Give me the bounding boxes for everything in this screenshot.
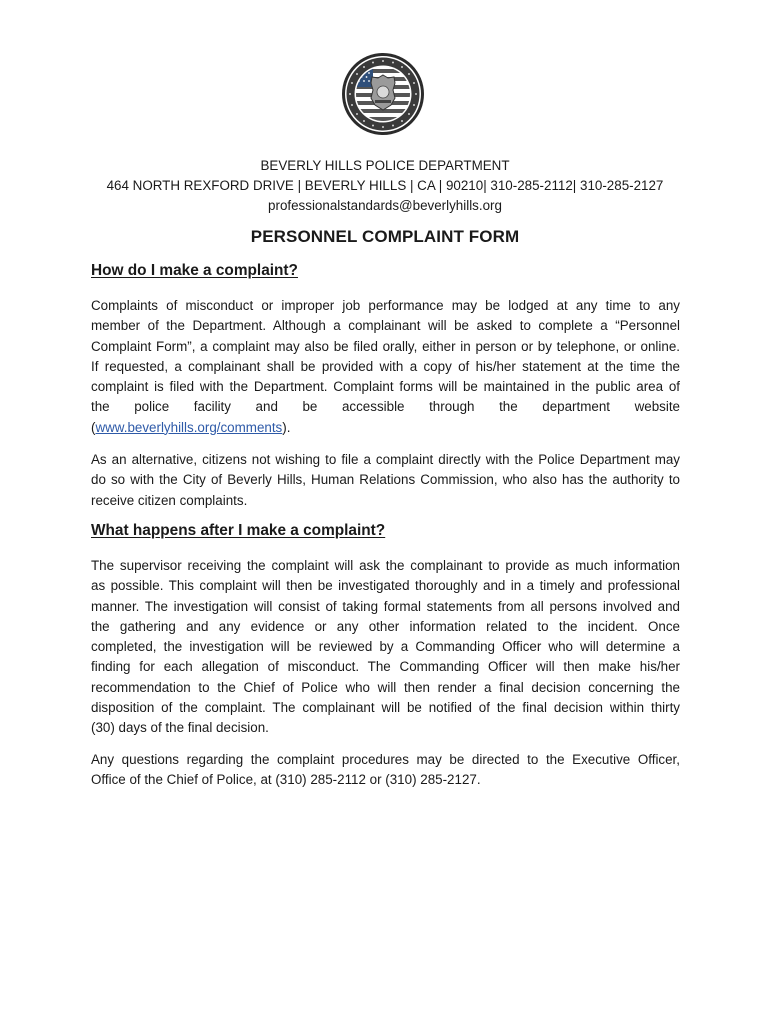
section-heading-what-happens: What happens after I make a complaint? xyxy=(91,522,386,539)
letterhead xyxy=(60,156,710,216)
section2-paragraph-1: The supervisor receiving the complaint will ask the complainant to provide as much information as possible. This complaint will then be investigated thoroughly and in a timely and professional manner. The investigation will consist of taking formal statements from all persons involved and the gathering and any evidence or any other information related to the incident. Once completed, the investigation will be reviewed by a Commanding Officer who will determine a finding for each allegation of misconduct. The Commanding Officer will then make his/her recommendation to the Chief of Police who will then render a final decision concerning the disposition of the complaint. The complainant will be notified of the final decision within thirty (30) days of the final decision. xyxy=(91,558,680,736)
department-name: BEVERLY HILLS POLICE DEPARTMENT xyxy=(260,158,510,173)
police-seal-icon xyxy=(341,52,425,136)
section2-paragraph-2: Any questions regarding the complaint procedures may be directed to the Executive Officer, Office of the Chief of Police, at (310) 285-2112 or (310) 285-2127. xyxy=(91,752,680,788)
comments-website-link[interactable]: www.beverlyhills.org/comments xyxy=(95,419,283,435)
section1-paragraph-2: As an alternative, citizens not wishing to file a complaint directly with the Police Department may do so with the City of Beverly Hills, Human Relations Commission, who also has the authority to receive citizen complaints. xyxy=(91,452,680,508)
form-title: PERSONNEL COMPLAINT FORM xyxy=(250,227,520,246)
section1-paragraph-1: Complaints of misconduct or improper job performance may be lodged at any time to any member of the Department. Although a complainant will be asked to complete a “Personnel Complaint Form”, a complaint may also be filed orally, either in person or by telephone, or online. If requested, a complainant shall be provided with a copy of his/her statement at the time the complaint is filed with the Department. Complaint forms will be maintained in the public area of the police facility and be accessible through the department website (www.beverlyhills.org/comments). xyxy=(91,298,680,435)
department-email: professionalstandards@beverlyhills.org xyxy=(268,198,502,213)
department-address: 464 NORTH REXFORD DRIVE | BEVERLY HILLS | CA | 90210| 310-285-2112| 310-285-2127 xyxy=(106,178,664,193)
section-heading-how: How do I make a complaint? xyxy=(91,262,298,279)
